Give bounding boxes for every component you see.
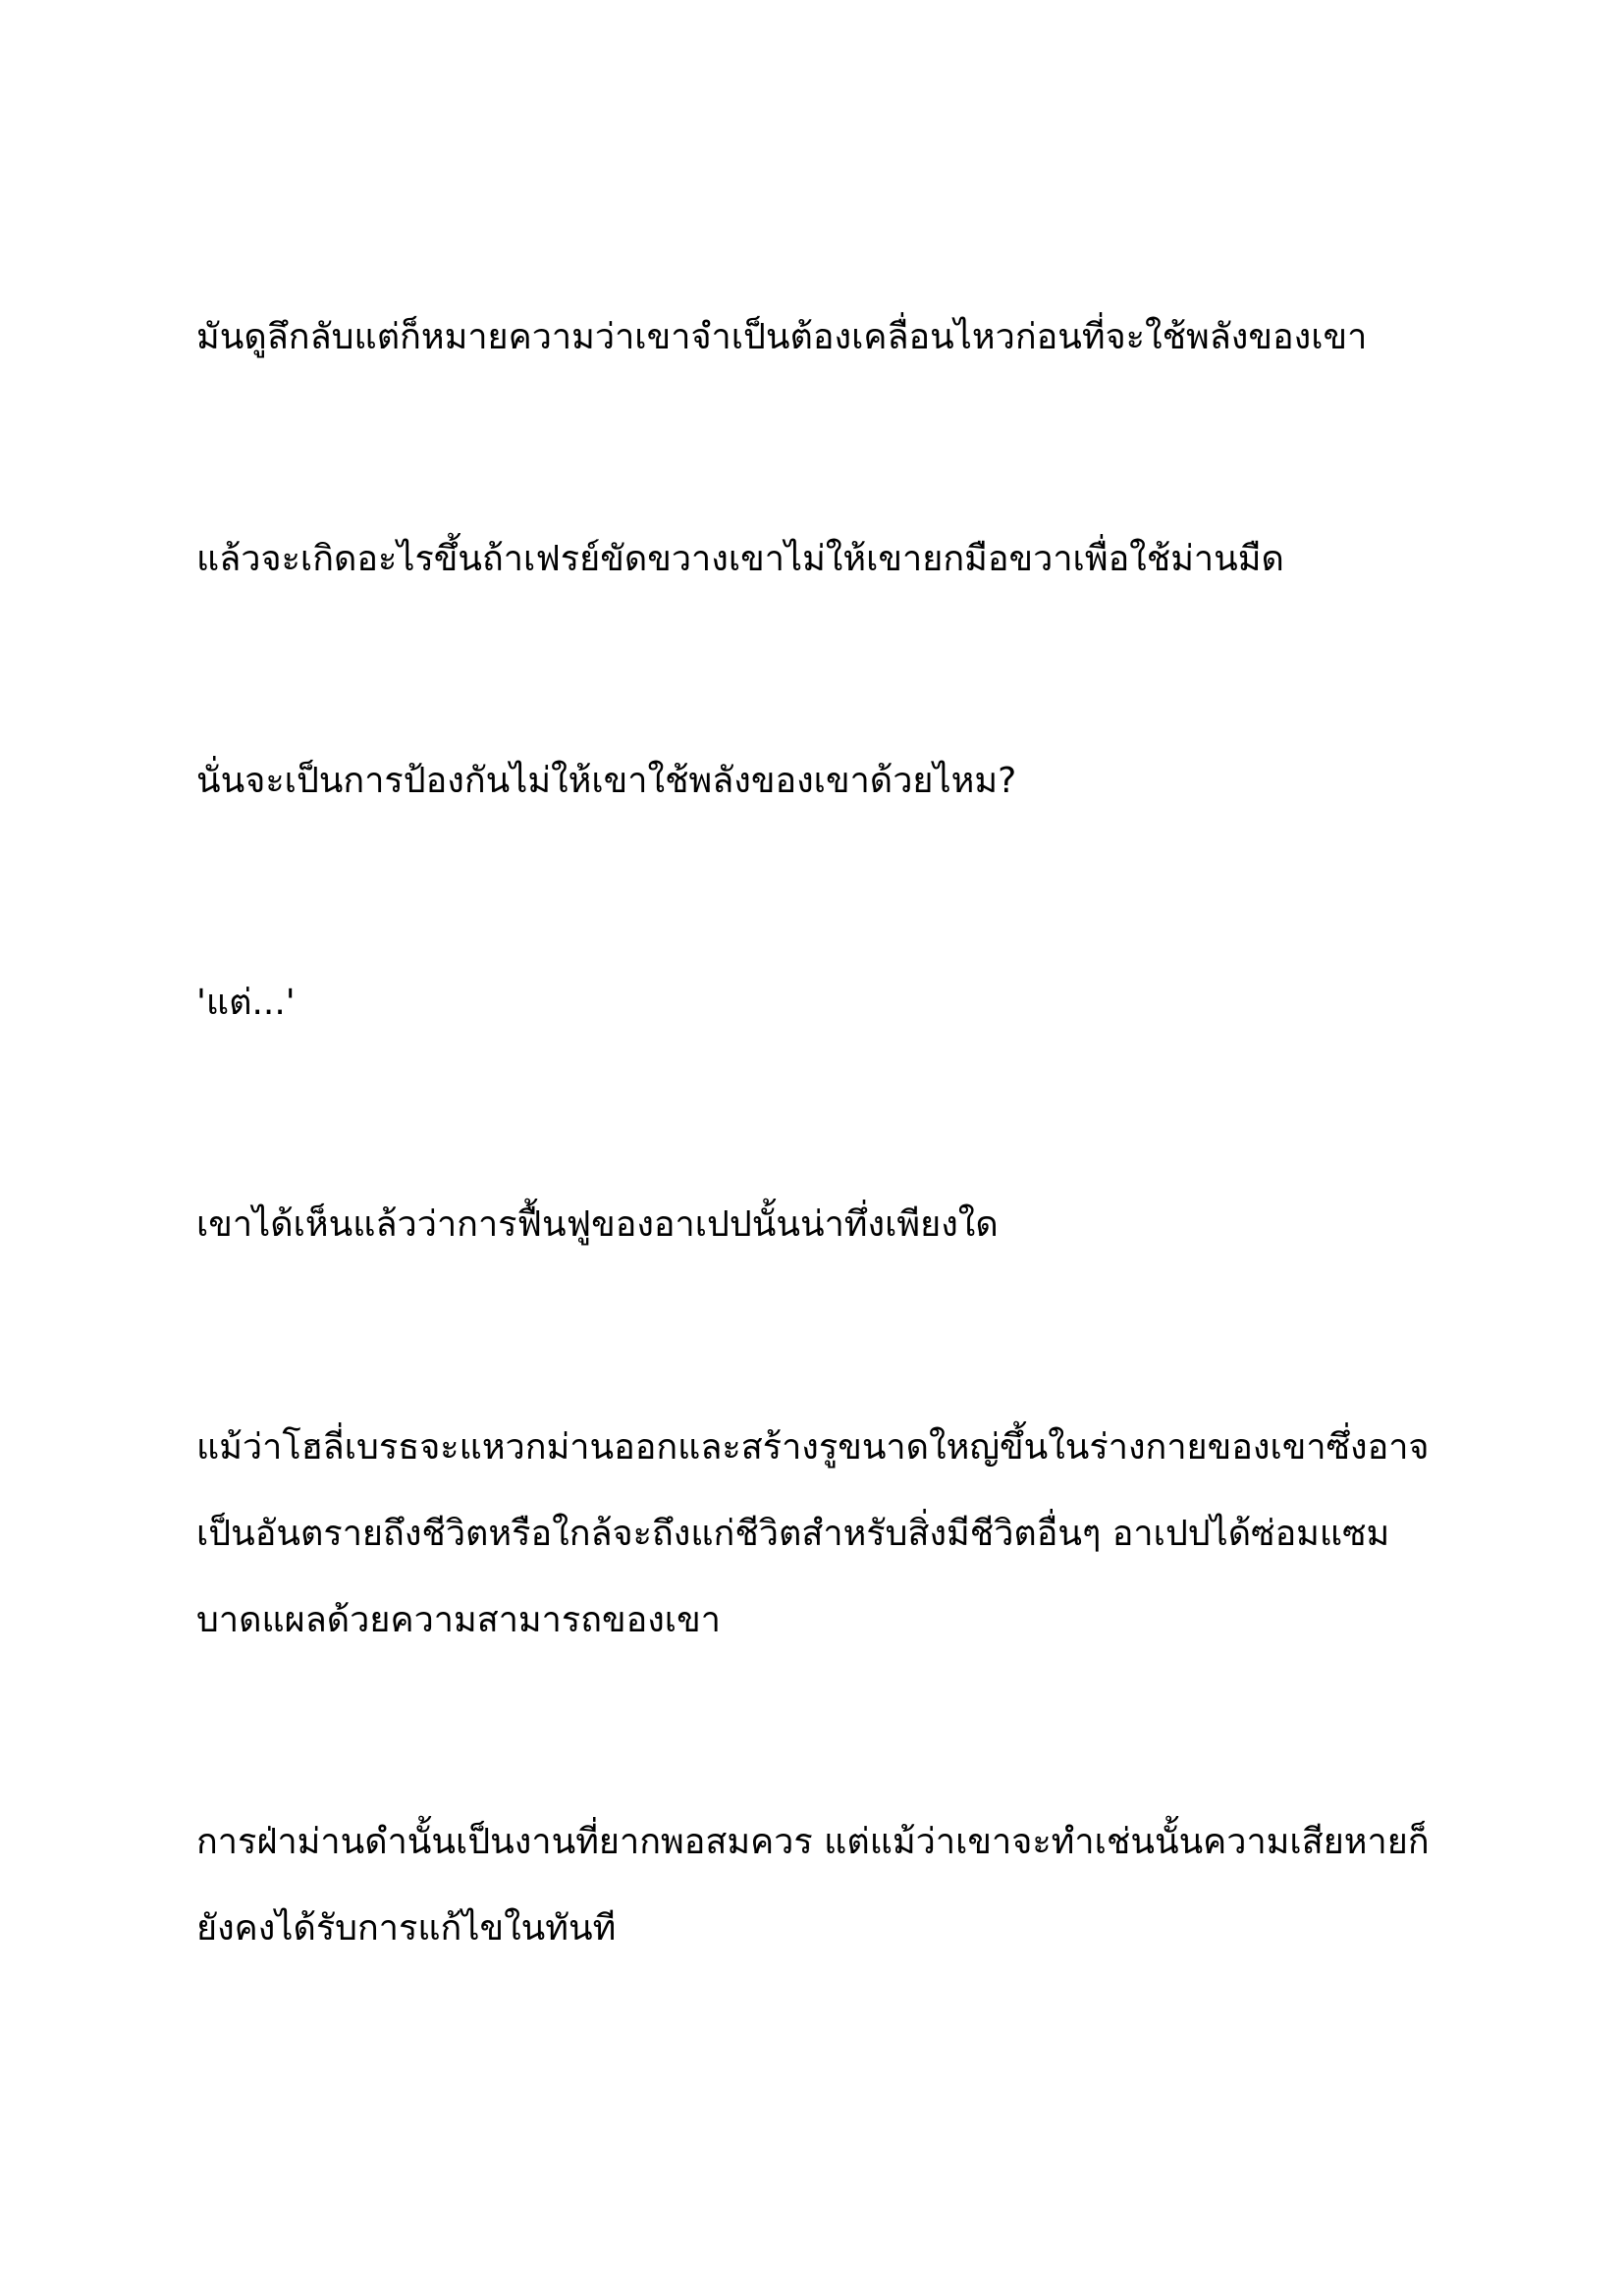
text-line: 'แต่...' xyxy=(196,983,296,1023)
text-line: เขาได้เห็นแล้วว่าการฟื้นฟูของอาเปปนั้นน่าทึ่งเพียงใด xyxy=(196,1204,999,1245)
paragraph-7 xyxy=(196,1799,1434,1972)
text-line: เป็นอันตรายถึงชีวิตหรือใกล้จะถึงแก่ชีวิตสำหรับสิ่งมีชีวิตอื่นๆ อาเปปได้ซ่อมแซม xyxy=(196,1514,1390,1554)
text-line: แม้ว่าโฮลี่เบรธจะแหวกม่านออกและสร้างรูขนาดใหญ่ขึ้นในร่างกายของเขาซึ่งอาจ xyxy=(196,1427,1430,1468)
paragraph-1 xyxy=(196,294,1434,381)
text-line: การฝ่าม่านดำนั้นเป็นงานที่ยากพอสมควร แต่แม้ว่าเขาจะทำเช่นนั้นความเสียหายก็ xyxy=(196,1822,1430,1862)
text-line: บาดแผลด้วยความสามารถของเขา xyxy=(196,1600,721,1640)
text-line: นั่นจะเป็นการป้องกันไม่ให้เขาใช้พลังของเขาด้วยไหม? xyxy=(196,761,1017,801)
text-line: ยังคงได้รับการแก้ไขในทันที xyxy=(196,1908,617,1949)
paragraph-4 xyxy=(196,960,1434,1046)
paragraph-6 xyxy=(196,1405,1434,1664)
text-line: แล้วจะเกิดอะไรขึ้นถ้าเฟรย์ขัดขวางเขาไม่ให้เขายกมือขวาเพื่อใช้ม่านมืด xyxy=(196,539,1284,579)
text-line: มันดูลึกลับแต่ก็หมายความว่าเขาจำเป็นต้องเคลื่อนไหวก่อนที่จะใช้พลังของเขา xyxy=(196,317,1368,357)
paragraph-2 xyxy=(196,516,1434,603)
paragraph-5 xyxy=(196,1182,1434,1268)
paragraph-3 xyxy=(196,738,1434,825)
